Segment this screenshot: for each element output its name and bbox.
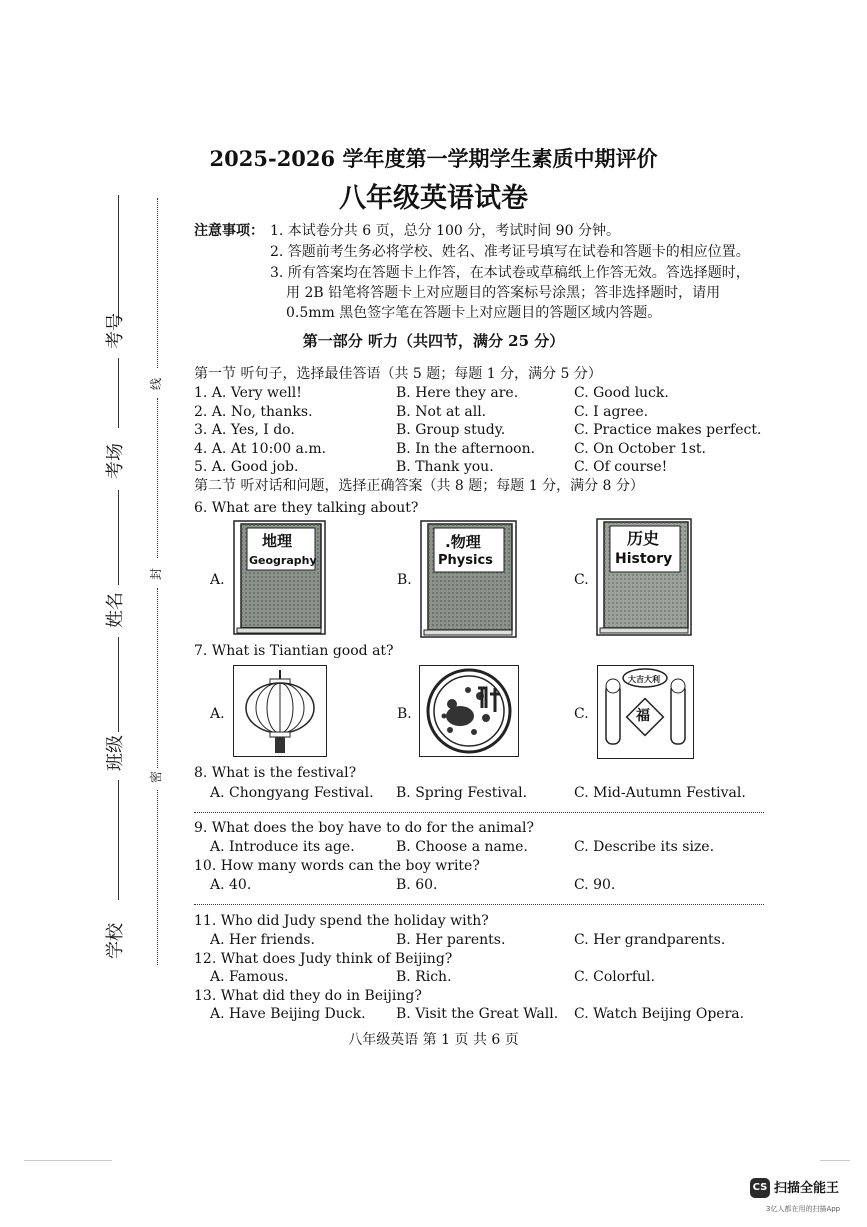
name-label: 姓名 — [105, 592, 126, 628]
class-label: 班级 — [105, 735, 126, 771]
note-2: 2. 答题前考生务必将学校、姓名、准考证号填写在试卷和答题卡的相应位置。 — [270, 244, 750, 260]
q12-a: A. Famous. — [210, 969, 289, 985]
notes-label: 注意事项： — [194, 223, 264, 239]
physics-en: Physics — [438, 553, 493, 568]
q11-b: B. Her parents. — [396, 932, 506, 948]
history-cn: 历史 — [627, 529, 660, 548]
lantern-image — [233, 665, 327, 757]
q9-c: C. Describe its size. — [574, 839, 715, 855]
q11-question: 11. Who did Judy spend the holiday with? — [194, 913, 489, 929]
q7-label-a: A. — [210, 706, 225, 722]
dotted-separator-2 — [194, 904, 764, 905]
watermark-line-left — [24, 1160, 112, 1161]
q4-a: 4. A. At 10:00 a.m. — [194, 441, 327, 457]
q7-label-b: B. — [397, 706, 412, 722]
exam-subtitle: 八年级英语试卷 — [339, 183, 528, 214]
binding-line-3 — [118, 490, 119, 585]
q12-question: 12. What does Judy think of Beijing? — [194, 951, 453, 967]
q2-c: C. I agree. — [574, 404, 649, 420]
q6-label-a: A. — [210, 572, 225, 588]
q4-b: B. In the afternoon. — [396, 441, 536, 457]
q5-b: B. Thank you. — [396, 459, 494, 475]
seal-dotted-line-2 — [157, 398, 158, 558]
q13-question: 13. What did they do in Beijing? — [194, 988, 422, 1004]
papercut-image — [419, 665, 519, 757]
note-1: 1. 本试卷分共 6 页，总分 100 分，考试时间 90 分钟。 — [270, 223, 620, 239]
note-3-cont2: 0.5mm 黑色签字笔在答题卡上对应题目的答题区域内答题。 — [286, 305, 662, 321]
q12-c: C. Colorful. — [574, 969, 655, 985]
seal-secret-char: 密 — [149, 770, 164, 784]
q10-b: B. 60. — [396, 877, 438, 893]
q8-b: B. Spring Festival. — [396, 785, 528, 801]
q10-c: C. 90. — [574, 877, 616, 893]
binding-line-5 — [118, 780, 119, 900]
geography-cn: 地理 — [262, 532, 293, 550]
q8-question: 8. What is the festival? — [194, 765, 357, 781]
exam-number-label: 考号 — [105, 313, 126, 349]
q6-question: 6. What are they talking about? — [194, 500, 419, 516]
binding-line-top — [118, 195, 119, 325]
section1-heading: 第一节 听句子，选择最佳答语（共 5 题；每题 1 分，满分 5 分） — [194, 366, 602, 382]
q8-c: C. Mid-Autumn Festival. — [574, 785, 746, 801]
q1-a: 1. A. Very well! — [194, 385, 302, 401]
q7-question: 7. What is Tiantian good at? — [194, 643, 394, 659]
q5-c: C. Of course! — [574, 459, 668, 475]
note-3: 3. 所有答案均在答题卡上作答，在本试卷或草稿纸上作答无效。答选择题时， — [270, 265, 750, 281]
q1-c: C. Good luck. — [574, 385, 669, 401]
scanner-app-name: 扫描全能王 — [774, 1181, 840, 1196]
q9-a: A. Introduce its age. — [210, 839, 355, 855]
q6-label-b: B. — [397, 572, 412, 588]
q3-b: B. Group study. — [396, 422, 506, 438]
physics-cn: .物理 — [445, 533, 481, 551]
q10-a: A. 40. — [210, 877, 252, 893]
q1-b: B. Here they are. — [396, 385, 519, 401]
q13-b: B. Visit the Great Wall. — [396, 1006, 559, 1022]
scanner-logo-icon: CS — [750, 1178, 770, 1198]
q10-question: 10. How many words can the boy write? — [194, 858, 480, 874]
q9-b: B. Choose a name. — [396, 839, 528, 855]
exam-title: 2025-2026 学年度第一学期学生素质中期评价 — [209, 146, 658, 171]
part1-heading: 第一部分 听力（共四节，满分 25 分） — [302, 332, 565, 350]
q11-c: C. Her grandparents. — [574, 932, 726, 948]
geography-en: Geography — [249, 554, 317, 567]
q9-question: 9. What does the boy have to do for the animal? — [194, 820, 535, 836]
page-footer: 八年级英语 第 1 页 共 6 页 — [348, 1032, 519, 1048]
q2-a: 2. A. No, thanks. — [194, 404, 313, 420]
exam-room-label: 考场 — [105, 443, 126, 479]
q13-c: C. Watch Beijing Opera. — [574, 1006, 745, 1022]
q6-label-c: C. — [574, 572, 589, 588]
binding-line-2 — [118, 358, 119, 428]
seal-dotted-line-4 — [157, 790, 158, 965]
q8-a: A. Chongyang Festival. — [210, 785, 374, 801]
section2-heading: 第二节 听对话和问题，选择正确答案（共 8 题；每题 1 分，满分 8 分） — [194, 478, 644, 494]
seal-seal-char: 封 — [149, 567, 164, 581]
seal-dotted-line-3 — [157, 588, 158, 768]
q11-a: A. Her friends. — [210, 932, 315, 948]
q3-a: 3. A. Yes, I do. — [194, 422, 295, 438]
q7-label-c: C. — [574, 706, 589, 722]
dotted-separator-1 — [194, 812, 764, 813]
fu-char: 福 — [636, 708, 650, 724]
q4-c: C. On October 1st. — [574, 441, 706, 457]
q12-b: B. Rich. — [396, 969, 452, 985]
seal-line-char: 线 — [149, 377, 164, 391]
q3-c: C. Practice makes perfect. — [574, 422, 762, 438]
q13-a: A. Have Beijing Duck. — [210, 1006, 366, 1022]
history-en: History — [615, 551, 673, 567]
couplet-top-text: 大吉大利 — [628, 675, 660, 684]
school-label: 学校 — [105, 923, 126, 959]
note-3-cont: 用 2B 铅笔将答题卡上对应题目的答案标号涂黑；答非选择题时，请用 — [286, 285, 721, 301]
watermark-line-right — [820, 1160, 850, 1161]
scanner-tagline: 3亿人都在用的扫描App — [766, 1205, 841, 1213]
q5-a: 5. A. Good job. — [194, 459, 299, 475]
q2-b: B. Not at all. — [396, 404, 487, 420]
binding-line-4 — [118, 637, 119, 732]
